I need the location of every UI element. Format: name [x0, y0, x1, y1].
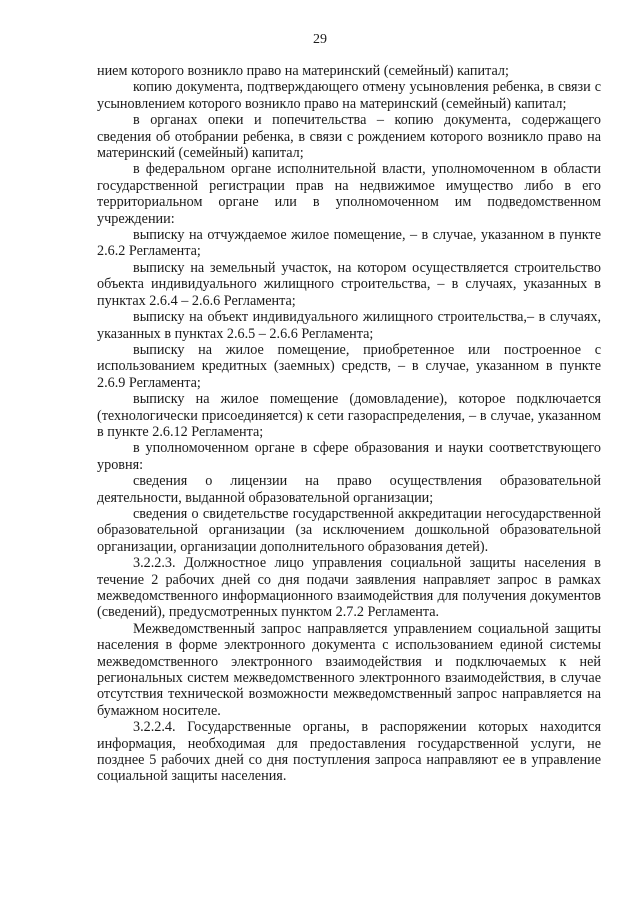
paragraph: 3.2.2.3. Должностное лицо управления социальной защиты населения в течение 2 рабочих дней со дня подачи заявления направляет запрос в рамках межведомственного информационного взаимодействия для получения документов (сведений), предусмотренных пунктом 2.7.2 Регламента. [97, 555, 601, 621]
paragraph: выписку на отчуждаемое жилое помещение, – в случае, указанном в пункте 2.6.2 Регламента; [97, 227, 601, 260]
paragraph: копию документа, подтверждающего отмену усыновления ребенка, в связи с усыновлением которого возникло право на материнский (семейный) капитал; [97, 79, 601, 112]
paragraph: сведения о лицензии на право осуществления образовательной деятельности, выданной образовательной организации; [97, 473, 601, 506]
paragraph: в уполномоченном органе в сфере образования и науки соответствующего уровня: [97, 440, 601, 473]
document-body [97, 63, 601, 785]
paragraph: 3.2.2.4. Государственные органы, в распоряжении которых находится информация, необходимая для предоставления государственной услуги, не позднее 5 рабочих дней со дня поступления запроса направляют ее в управление социальной защиты населения. [97, 719, 601, 785]
paragraph: выписку на объект индивидуального жилищного строительства,– в случаях, указанных в пунктах 2.6.5 – 2.6.6 Регламента; [97, 309, 601, 342]
paragraph: выписку на жилое помещение (домовладение), которое подключается (технологически присоединяется) к сети газораспределения, – в случае, указанном в пункте 2.6.12 Регламента; [97, 391, 601, 440]
paragraph: выписку на земельный участок, на котором осуществляется строительство объекта индивидуального жилищного строительства, – в случаях, указанных в пунктах 2.6.4 – 2.6.6 Регламента; [97, 259, 601, 309]
paragraph: в федеральном органе исполнительной власти, уполномоченном в области государственной регистрации прав на недвижимое имущество либо в его территориальном органе или в уполномоченном им подведомственном учреждении: [97, 161, 601, 227]
paragraph: Межведомственный запрос направляется управлением социальной защиты населения в форме электронного документа с использованием единой системы межведомственного электронного взаимодействия и подключаемых к ней региональных систем межведомственного электронного взаимодействия, в случае отсутствия технической возможности межведомственный запрос направляется на бумажном носителе. [97, 620, 601, 719]
paragraph: сведения о свидетельстве государственной аккредитации негосударственной образовательной организации (за исключением дошкольной образовательной организации, организации дополнительного образования детей). [97, 505, 601, 555]
paragraph: нием которого возникло право на материнский (семейный) капитал; [97, 63, 509, 79]
page-number: 29 [313, 32, 327, 47]
paragraph: в органах опеки и попечительства – копию документа, содержащего сведения об отобрании ребенка, в связи с рождением которого возникло право на материнский (семейный) капитал; [97, 112, 601, 162]
paragraph: выписку на жилое помещение, приобретенное или построенное с использованием кредитных (заемных) средств, – в случае, указанном в пункте 2.6.9 Регламента; [97, 341, 601, 391]
